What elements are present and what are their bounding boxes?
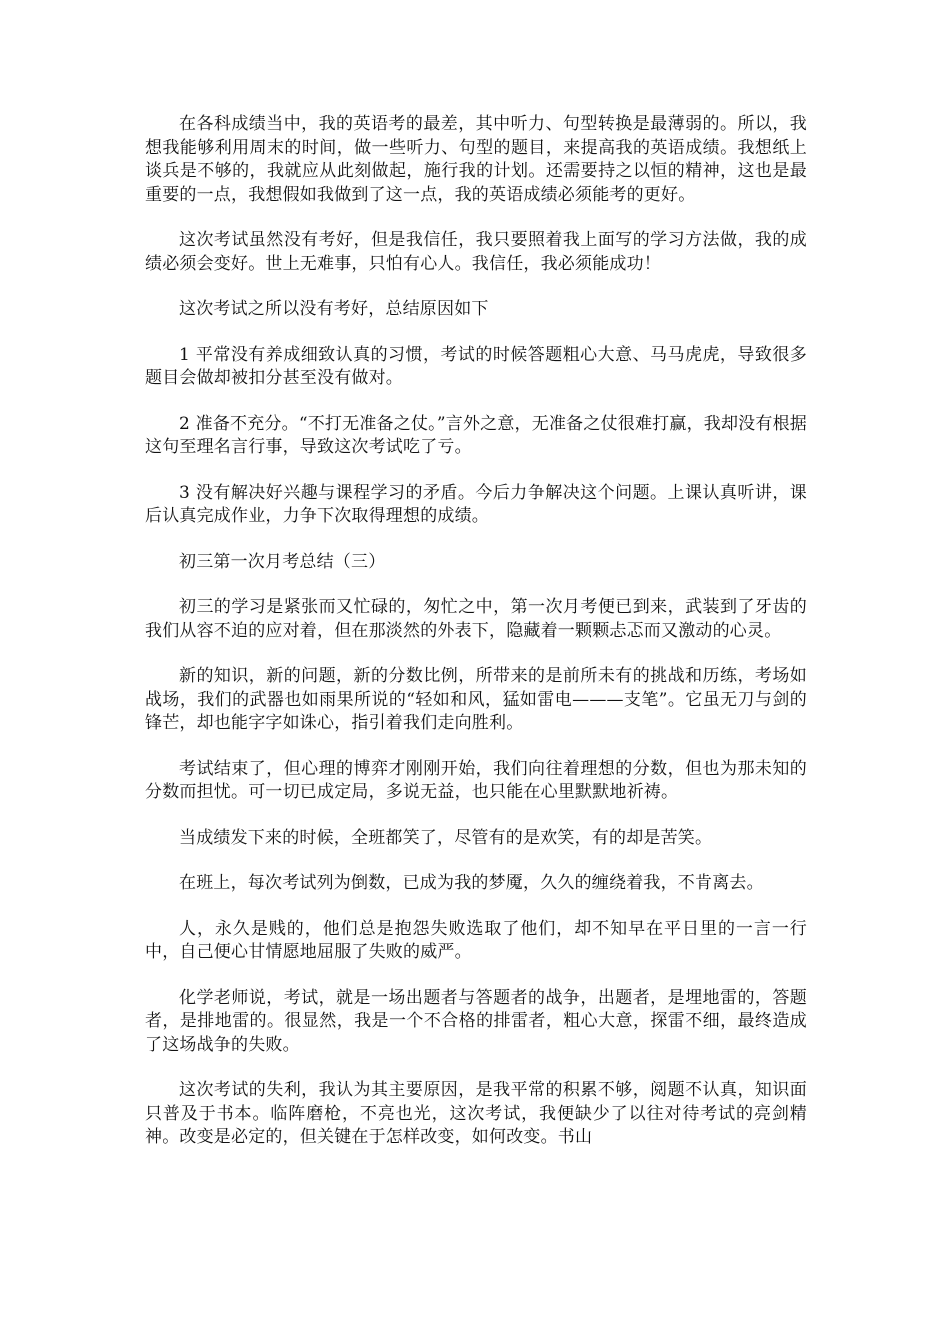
paragraph: 化学老师说，考试，就是一场出题者与答题者的战争，出题者，是埋地雷的，答题者，是排地雷的。很显然，我是一个不合格的排雷者，粗心大意，探雷不细，最终造成了这场战争的失败。 [145, 987, 807, 1055]
document-body [145, 113, 807, 1172]
paragraph: 这次考试的失利，我认为其主要原因，是我平常的积累不够，阅题不认真，知识面只普及于书本。临阵磨枪，不亮也光，这次考试，我便缺少了以往对待考试的亮剑精神。改变是必定的，但关键在于怎样改变，如何改变。书山 [145, 1080, 807, 1147]
paragraph: 2 准备不充分。“不打无准备之仗。”言外之意，无准备之仗很难打赢，我却没有根据这句至理名言行事，导致这次考试吃了亏。 [145, 413, 807, 457]
paragraph: 初三的学习是紧张而又忙碌的，匆忙之中，第一次月考便已到来，武装到了牙齿的我们从容不迫的应对着，但在那淡然的外表下，隐藏着一颗颗忐忑而又激动的心灵。 [145, 597, 807, 641]
paragraph: 这次考试虽然没有考好，但是我信任，我只要照着我上面写的学习方法做，我的成绩必须会变好。世上无难事，只怕有心人。我信任，我必须能成功！ [145, 230, 807, 274]
paragraph: 在各科成绩当中，我的英语考的最差，其中听力、句型转换是最薄弱的。所以，我想我能够利用周末的时间，做一些听力、句型的题目，来提高我的英语成绩。我想纸上谈兵是不够的，我就应从此刻做起，施行我的计划。还需要持之以恒的精神，这也是最重要的一点，我想假如我做到了这一点，我的英语成绩必须能考的更好。 [145, 114, 807, 205]
paragraph: 人，永久是贱的，他们总是抱怨失败选取了他们，却不知早在平日里的一言一行中，自己便心甘情愿地屈服了失败的威严。 [145, 918, 807, 962]
paragraph: 1 平常没有养成细致认真的习惯，考试的时候答题粗心大意、马马虎虎，导致很多题目会做却被扣分甚至没有做对。 [145, 344, 807, 388]
paragraph: 当成绩发下来的时候，全班都笑了，尽管有的是欢笑，有的却是苦笑。 [179, 827, 713, 848]
section-heading: 初三第一次月考总结（三） [179, 551, 386, 572]
paragraph: 这次考试之所以没有考好，总结原因如下 [179, 299, 489, 319]
paragraph: 在班上，每次考试列为倒数，已成为我的梦魇，久久的缠绕着我，不肯离去。 [179, 873, 764, 893]
paragraph: 新的知识，新的问题，新的分数比例，所带来的是前所未有的挑战和历练，考场如战场，我们的武器也如雨果所说的“轻如和风，猛如雷电———支笔”。它虽无刀与剑的锋芒，却也能字字如诛心，指引着我们走向胜利。 [145, 666, 807, 733]
paragraph: 3 没有解决好兴趣与课程学习的矛盾。今后力争解决这个问题。上课认真听讲，课后认真完成作业，力争下次取得理想的成绩。 [145, 482, 807, 526]
paragraph: 考试结束了，但心理的博弈才刚刚开始，我们向往着理想的分数，但也为那未知的分数而担忧。可一切已成定局，多说无益，也只能在心里默默地祈祷。 [145, 758, 807, 802]
